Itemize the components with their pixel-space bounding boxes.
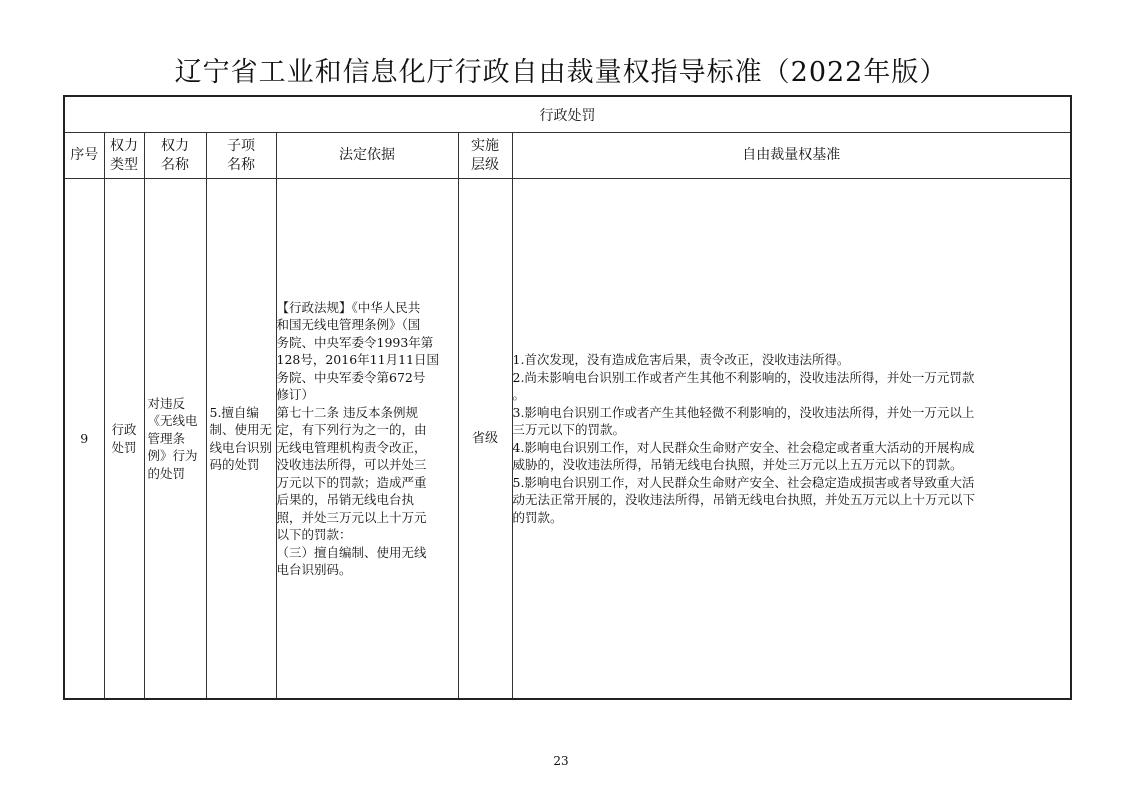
col-header-legal-basis: 法定依据 [276, 133, 458, 179]
sub-item-text: 5.擅自编制、使用无线电台识别码的处罚 [209, 404, 273, 472]
legal-basis-line: 【行政法规】《中华人民共 [276, 299, 421, 315]
page-number: 23 [553, 754, 569, 768]
col-header-sub-item-line2: 名称 [227, 156, 255, 173]
col-header-seq: 序号 [64, 133, 104, 179]
section-header: 行政处罚 [64, 96, 1071, 133]
standard-line: 。 [512, 387, 526, 402]
legal-basis-line: 务院、中央军委令1993年第 [276, 334, 434, 350]
legal-basis-line: 务院、中央军委令第672号 [276, 369, 426, 385]
legal-basis-line: 定，有下列行为之一的，由 [276, 422, 427, 437]
standard-line: 2.尚未影响电台识别工作或者产生其他不利影响的，没收违法所得，并处一万元罚款 [512, 369, 975, 385]
standard-line: 5.影响电台识别工作，对人民群众生命财产安全、社会稳定造成损害或者导致重大活 [512, 474, 975, 490]
col-header-sub-item-line1: 子项 [227, 137, 255, 154]
col-header-power-type-line1: 权力 [110, 137, 138, 154]
power-name-text: 对违反《无线电管理条例》行为的处罚 [147, 395, 198, 481]
cell-power-type [104, 179, 144, 700]
legal-basis-line: 无线电管理机构责令改正， [276, 439, 427, 455]
section-header-row [64, 96, 1071, 133]
legal-basis-line: 以下的罚款： [276, 527, 352, 542]
col-header-level-line2: 层级 [471, 156, 499, 173]
legal-basis-line: 万元以下的罚款；造成严重 [276, 474, 427, 490]
standard-line: 三万元以下的罚款。 [512, 422, 626, 437]
col-header-sub-item [206, 133, 276, 179]
legal-basis-line: 没收违法所得，可以并处三 [276, 457, 427, 472]
power-type-text: 行政处罚 [111, 422, 137, 455]
column-header-row [64, 133, 1071, 179]
col-header-level [458, 133, 512, 179]
standard-line: 动无法正常开展的，没收违法所得，吊销无线电台执照，并处五万元以上十万元以下 [512, 492, 976, 507]
col-header-power-name [144, 133, 206, 179]
col-header-power-type [104, 133, 144, 179]
legal-basis-line: 电台识别码。 [276, 562, 352, 577]
legal-basis-line: 修订） [276, 387, 315, 402]
cell-power-name [144, 179, 206, 700]
cell-sub-item [206, 179, 276, 700]
cell-legal-basis [276, 179, 458, 700]
table-row [64, 179, 1071, 700]
standard-line: 的罚款。 [512, 509, 563, 525]
col-header-level-line1: 实施 [471, 137, 499, 154]
col-header-power-name-line1: 权力 [161, 137, 189, 154]
legal-basis-line: 128号，2016年11月11日国 [276, 352, 439, 367]
legal-basis-line: 第七十二条 违反本条例规 [276, 404, 418, 420]
discretion-standard-table [63, 95, 1072, 700]
col-header-power-type-line2: 类型 [110, 156, 138, 173]
legal-basis-line: （三）擅自编制、使用无线 [276, 544, 427, 560]
document-title: 辽宁省工业和信息化厅行政自由裁量权指导标准（2022年版） [174, 57, 948, 88]
legal-basis-line: 后果的，吊销无线电台执 [276, 492, 415, 507]
cell-standard [512, 179, 1071, 700]
col-header-standard: 自由裁量权基准 [512, 133, 1071, 179]
cell-seq: 9 [64, 179, 104, 700]
legal-basis-line: 照，并处三万元以上十万元 [276, 509, 427, 525]
standard-line: 3.影响电台识别工作或者产生其他轻微不利影响的，没收违法所得，并处一万元以上 [512, 404, 975, 420]
standard-line: 1.首次发现，没有造成危害后果，责令改正，没收违法所得。 [512, 352, 850, 367]
col-header-power-name-line2: 名称 [161, 156, 189, 173]
standard-line: 威胁的，没收违法所得，吊销无线电台执照，并处三万元以上五万元以下的罚款。 [512, 457, 963, 472]
legal-basis-line: 和国无线电管理条例》（国 [276, 317, 421, 332]
cell-level: 省级 [458, 179, 512, 700]
standard-line: 4.影响电台识别工作，对人民群众生命财产安全、社会稳定或者重大活动的开展构成 [512, 439, 975, 455]
